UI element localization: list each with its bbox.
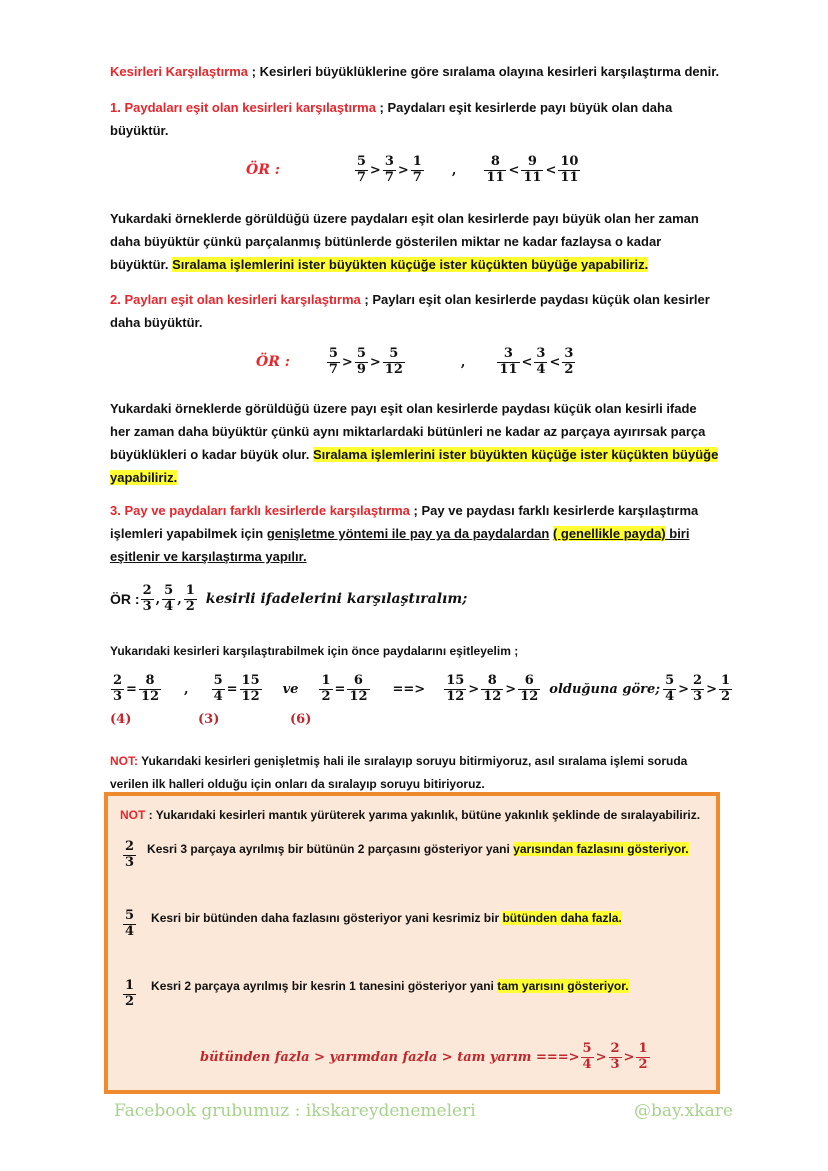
ve-word: ve [282, 681, 299, 697]
fraction: $\frac{2}{3}$ [142, 583, 152, 614]
fraction: $\frac{8}{12}$ [483, 673, 502, 704]
fraction: $\frac{2}{3}$ [113, 673, 123, 704]
fraction: $\frac{10}{11}$ [560, 154, 579, 185]
box-item-text: Kesri 3 parçaya ayrılmış bir bütünün 2 parçasını gösteriyor yani yarısından fazlasını gösteriyor. [147, 842, 689, 856]
section3-underlined: genişletme yöntemi ile pay ya da paydalardan [266, 526, 550, 541]
section2-explanation-text: Yukardaki örneklerde görüldüğü üzere payı eşit olan kesirlerde paydası küçük olan kesirli ifade her zaman daha büyüktür çünkü aynı miktarlardaki bütünleri ne kadar az parçaya ayırırsak parça büyüklükleri o kadar büyük olur. [110, 401, 706, 462]
fraction: $\frac{5}{7}$ [356, 154, 366, 185]
fraction: $\frac{8}{12}$ [140, 673, 160, 704]
fraction: $\frac{6}{12}$ [520, 673, 539, 704]
fraction: $\frac{1}{2}$ [638, 1041, 648, 1072]
fraction: $\frac{2}{3}$ [125, 839, 135, 870]
section3-title: 3. Pay ve paydaları farklı kesirlerde karşılaştırma [110, 503, 410, 518]
box-item-text: Kesri bir bütünden daha fazlasını gösteriyor yani kesrimiz bir bütünden daha fazla. [151, 911, 622, 925]
section1-highlight: Sıralama işlemlerini ister büyükten küçüğe ister küçükten büyüğe yapabiliriz. [172, 257, 649, 272]
section1-explanation-text: Yukardaki örneklerde görüldüğü üzere paydaları eşit olan kesirlerde payı büyük olan her zaman daha büyüktür çünkü parçalanmış bütünlerde gösterilen miktar ne kadar fazlaysa o kadar büyüktür. [110, 211, 699, 272]
box-item [122, 979, 629, 1010]
section1-text: ; Paydaları eşit kesirlerde payı büyük olan daha büyüktür. [110, 100, 673, 138]
section2-heading [110, 288, 710, 334]
fraction: $\frac{5}{4}$ [213, 673, 223, 704]
implies-arrow: ==> [392, 681, 426, 697]
section3-example-text: kesirli ifadelerini karşılaştıralım; [205, 591, 468, 608]
fraction: $\frac{2}{3}$ [693, 673, 703, 704]
intro-paragraph [110, 60, 730, 83]
fraction: $\frac{5}{9}$ [356, 346, 366, 377]
intro-title: Kesirleri Karşılaştırma [110, 64, 249, 79]
section3-heading [110, 499, 710, 568]
fraction: $\frac{6}{12}$ [349, 673, 368, 704]
fraction: $\frac{9}{11}$ [523, 154, 542, 185]
section1-example: ÖR : $\frac{5}{7}$ > $\frac{3}{7}$ > $\frac{1}{7}$ , $\frac{8}{11}$ < $\frac{9}{11}$ < $\frac{10}{11}$ [246, 154, 579, 185]
olduguna-text: olduğuna göre; [549, 681, 661, 697]
box-item-text: Kesri 2 parçaya ayrılmış bir kesrin 1 tanesini gösteriyor yani tam yarısını gösteriyor. [151, 979, 629, 993]
fraction: $\frac{2}{3}$ [610, 1041, 620, 1072]
section3-highlight: ( genellikle payda) [552, 526, 666, 541]
section1-title: 1. Paydaları eşit olan kesirleri karşılaştırma [110, 100, 376, 115]
section2-text: ; Payları eşit olan kesirlerde paydası küçük olan kesirler daha büyüktür. [110, 292, 710, 330]
section3-underlined-end: biri eşitlenir ve karşılaştırma yapılır. [110, 526, 690, 564]
intro-text: ; Kesirleri büyüklüklerine göre sıralama olayına kesirleri karşılaştırma denir. [248, 64, 720, 79]
fraction: $\frac{5}{4}$ [164, 583, 174, 614]
section1-heading [110, 96, 710, 142]
multiplier-label: (3) [198, 712, 220, 727]
box-summary: bütünden fazla > yarımdan fazla > tam yarım ===> $\frac{5}{4}$ > $\frac{2}{3}$ > $\frac{1}{2}$ [200, 1041, 648, 1072]
section2-title: 2. Payları eşit olan kesirleri karşılaştırma [110, 292, 361, 307]
section2-example-label: ÖR : [256, 354, 290, 371]
fraction: $\frac{8}{11}$ [486, 154, 505, 185]
box-note-text: : Yukarıdaki kesirleri mantık yürüterek yarıma yakınlık, bütüne yakınlık şeklinde de sıralayabiliriz. [145, 808, 701, 822]
box-item-highlight: yarısından fazlasını gösteriyor. [513, 842, 689, 856]
fraction: $\frac{3}{4}$ [536, 346, 546, 377]
section3-note [110, 750, 710, 796]
section3-expanded-row: $\frac{2}{3}$ = $\frac{8}{12}$ , $\frac{5}{4}$ = $\frac{15}{12}$ ve $\frac{1}{2}$ = $\frac{6}{12}$ ==> $\frac{15}{12}$ > $\frac{8}{12}$ > $\frac{6}{12}$ olduğuna göre; $\frac{5}{4}$ > $\frac{2}{3}$ > $\frac{1}{2}$ [113, 673, 731, 704]
section2-highlight: Sıralama işlemlerini ister büyükten küçüğe ister küçükten büyüğe yapabiliriz. [110, 447, 719, 485]
fraction: $\frac{1}{7}$ [412, 154, 422, 185]
section3-instruction: Yukarıdaki kesirleri karşılaştırabilmek için önce paydalarını eşitleyelim ; [110, 644, 519, 658]
section3-example: ÖR : $\frac{2}{3}$ , $\frac{5}{4}$ , $\frac{1}{2}$ kesirli ifadelerini karşılaştıralım; [110, 583, 468, 614]
box-item-highlight: bütünden daha fazla. [502, 911, 622, 925]
fraction: $\frac{3}{2}$ [564, 346, 574, 377]
example-separator: , [460, 354, 466, 370]
multiplier-label: (6) [290, 712, 312, 727]
fraction: $\frac{1}{2}$ [125, 978, 135, 1009]
section1-example-label: ÖR : [246, 162, 280, 179]
multiplier-label: (4) [110, 712, 132, 727]
footer-handle: @bay.xkare [634, 1101, 733, 1121]
example-separator: , [451, 162, 457, 178]
fraction: $\frac{5}{4}$ [582, 1041, 592, 1072]
reasoning-box [104, 792, 720, 1094]
section2-example: ÖR : $\frac{5}{7}$ > $\frac{5}{9}$ > $\frac{5}{12}$ , $\frac{3}{11}$ < $\frac{3}{4}$ < $\frac{3}{2}$ [256, 346, 574, 377]
note-label: NOT: [110, 754, 138, 768]
fraction: $\frac{5}{4}$ [665, 673, 675, 704]
section2-explanation [110, 397, 720, 489]
fraction: $\frac{15}{12}$ [446, 673, 465, 704]
fraction: $\frac{1}{2}$ [185, 583, 195, 614]
fraction: $\frac{1}{2}$ [321, 673, 331, 704]
box-note-label: NOT [120, 808, 146, 822]
box-item-highlight: tam yarısını gösteriyor. [497, 979, 629, 993]
footer-facebook: Facebook grubumuz : ikskareydenemeleri [114, 1101, 476, 1121]
fraction: $\frac{3}{11}$ [499, 346, 518, 377]
note-text: Yukarıdaki kesirleri genişletmiş hali ile sıralayıp soruyu bitirmiyoruz, asıl sıralama işlemi soruda verilen ilk halleri olduğu için onları da sıralayıp soruyu bitiriyoruz. [110, 754, 688, 791]
box-summary-text: bütünden fazla > yarımdan fazla > tam yarım ===> [200, 1049, 580, 1065]
box-item [122, 840, 689, 871]
fraction: $\frac{5}{4}$ [125, 908, 135, 939]
fraction: $\frac{15}{12}$ [241, 673, 260, 704]
fraction: $\frac{5}{7}$ [328, 346, 338, 377]
section1-explanation [110, 207, 710, 276]
box-note [120, 804, 710, 827]
section3-text: ; Pay ve paydası farklı kesirlerde karşılaştırma işlemleri yapabilmek için [110, 503, 699, 541]
fraction: $\frac{3}{7}$ [384, 154, 394, 185]
fraction: $\frac{5}{12}$ [384, 346, 403, 377]
box-item [122, 909, 622, 940]
section3-example-label: ÖR : [110, 591, 140, 608]
fraction: $\frac{1}{2}$ [720, 673, 731, 704]
